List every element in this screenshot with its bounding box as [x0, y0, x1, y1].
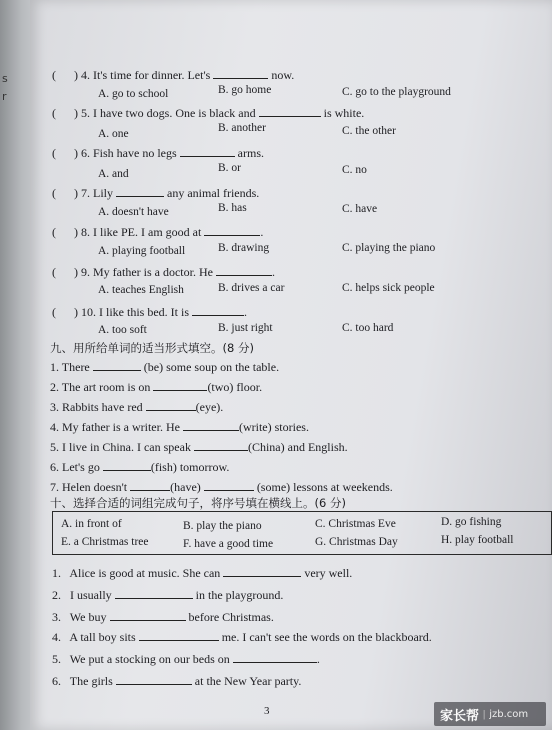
phrase-option: C. Christmas Eve — [315, 518, 396, 530]
answer-blank[interactable] — [146, 400, 196, 411]
answer-blank[interactable] — [116, 674, 192, 685]
option-b: B. another — [218, 122, 266, 134]
answer-blank[interactable] — [183, 420, 239, 431]
answer-blank[interactable] — [204, 480, 254, 491]
answer-blank[interactable] — [139, 630, 219, 641]
option-a: A. go to school — [98, 88, 169, 100]
sentence-item: 5. We put a stocking on our beds on . — [52, 652, 320, 666]
answer-blank[interactable] — [192, 305, 244, 316]
watermark-separator: | — [483, 708, 486, 720]
answer-blank[interactable] — [194, 440, 248, 451]
sentence-item: 1. Alice is good at music. She can very well. — [52, 566, 353, 580]
answer-blank[interactable] — [233, 652, 317, 663]
option-b: B. go home — [218, 84, 272, 96]
fill-item: 3. Rabbits have red (eye). — [50, 400, 224, 414]
answer-blank[interactable] — [93, 360, 141, 371]
option-c: C. helps sick people — [342, 282, 435, 294]
option-b: B. drawing — [218, 242, 270, 254]
sentence-item: 4. A tall boy sits me. I can't see the words on the blackboard. — [52, 630, 432, 644]
option-a: A. teaches English — [98, 284, 184, 296]
phrase-option: A. in front of — [61, 518, 122, 530]
site-watermark — [434, 702, 546, 726]
section-10-heading: 十、选择合适的词组完成句子，将序号填在横线上。(6 分) — [50, 496, 346, 510]
option-c: C. go to the playground — [342, 86, 451, 98]
sentence-item: 6. The girls at the New Year party. — [52, 674, 302, 688]
edge-char: r — [2, 90, 7, 103]
answer-blank[interactable] — [213, 68, 268, 79]
answer-blank[interactable] — [115, 588, 193, 599]
phrase-option: D. go fishing — [441, 516, 502, 528]
option-c: C. no — [342, 164, 367, 176]
fill-item: 5. I live in China. I can speak (China) and English. — [50, 440, 348, 454]
phrase-option: E. a Christmas tree — [61, 536, 149, 548]
answer-blank[interactable] — [116, 186, 164, 197]
fill-item: 2. The art room is on (two) floor. — [50, 380, 263, 394]
option-b: B. just right — [218, 322, 273, 334]
sentence-item: 2. I usually in the playground. — [52, 588, 284, 602]
fill-item: 7. Helen doesn't (have) (some) lessons at weekends. — [50, 480, 393, 494]
fill-item: 1. There (be) some soup on the table. — [50, 360, 280, 374]
option-c: C. the other — [342, 125, 396, 137]
phrase-option: B. play the piano — [183, 520, 262, 532]
watermark-logo-text: 家长帮 — [440, 708, 480, 724]
phrase-option: F. have a good time — [183, 538, 274, 550]
sentence-item: 3. We buy before Christmas. — [52, 610, 274, 624]
phrase-option: H. play football — [441, 534, 514, 546]
answer-blank[interactable] — [130, 480, 170, 491]
answer-blank[interactable] — [223, 566, 301, 577]
phrase-option: G. Christmas Day — [315, 536, 398, 548]
answer-blank[interactable] — [259, 106, 321, 117]
section-9-heading: 九、用所给单词的适当形式填空。(8 分) — [50, 341, 254, 355]
option-a: A. doesn't have — [98, 206, 169, 218]
option-c: C. playing the piano — [342, 242, 436, 254]
option-a: A. too soft — [98, 324, 147, 336]
answer-blank[interactable] — [204, 225, 260, 236]
answer-blank[interactable] — [153, 380, 207, 391]
option-b: B. drives a car — [218, 282, 285, 294]
watermark-url: jzb.com — [489, 708, 529, 720]
page-number: 3 — [264, 705, 270, 717]
option-a: A. one — [98, 128, 129, 140]
answer-blank[interactable] — [110, 610, 186, 621]
option-c: C. too hard — [342, 322, 394, 334]
phrase-options-box — [52, 511, 552, 555]
answer-blank[interactable] — [103, 460, 151, 471]
option-a: A. and — [98, 168, 129, 180]
option-c: C. have — [342, 203, 378, 215]
option-a: A. playing football — [98, 245, 186, 257]
worksheet-page: ( ) 4. It's time for dinner. Let's now. A. go to school B. go home C. go to the playground ( ) 5. I have two dogs. One is black and is white. A. one B. another C. the other ( ) 6. Fish have no legs arms. A. and B. or C. no ( ) 7. Lily any animal friends. A. doesn't have B. has C. have ( ) 8. I like PE. I am good at . A. playing football B. drawing C. playing the piano ( ) 9. My father is a doctor. He . A. teaches English B. drives a car C. helps sick people ( ) 10. I like this bed. It is . A. too soft B. just right C. too hard 九、用所给单词的适当形式填空。(8 分) 1. There (be) some soup on the table. 2. The art room is on (two) floor. 3. Rabbits have red (eye). 4. My father is a writer. He (write) stories. 5. I live in China. I can speak (China) and English. 6. Let's go (fish) tomorrow. 7. Helen doesn't (have) (some) lessons at weekends. 十、选择合适的词组完成句子，将序号填在横线上。(6 分) A. in front of B. play the piano C. Christmas Eve D. go fishing E. a Christmas tree F. have a good time G. Christmas Day H. play football 1. Alice is good at music. She can very well. 2. I usually in the playground. 3. We buy before Christmas. 4. A tall boy sits me. I can't see the words on the blackboard. 5. We put a stocking on our beds on . 6. The girls at the New Year party. 3 — [30, 0, 552, 730]
option-b: B. has — [218, 202, 247, 214]
edge-char: s — [2, 72, 8, 85]
fill-item: 4. My father is a writer. He (write) stories. — [50, 420, 309, 434]
option-b: B. or — [218, 162, 241, 174]
answer-blank[interactable] — [216, 265, 272, 276]
answer-blank[interactable] — [180, 146, 235, 157]
fill-item: 6. Let's go (fish) tomorrow. — [50, 460, 230, 474]
